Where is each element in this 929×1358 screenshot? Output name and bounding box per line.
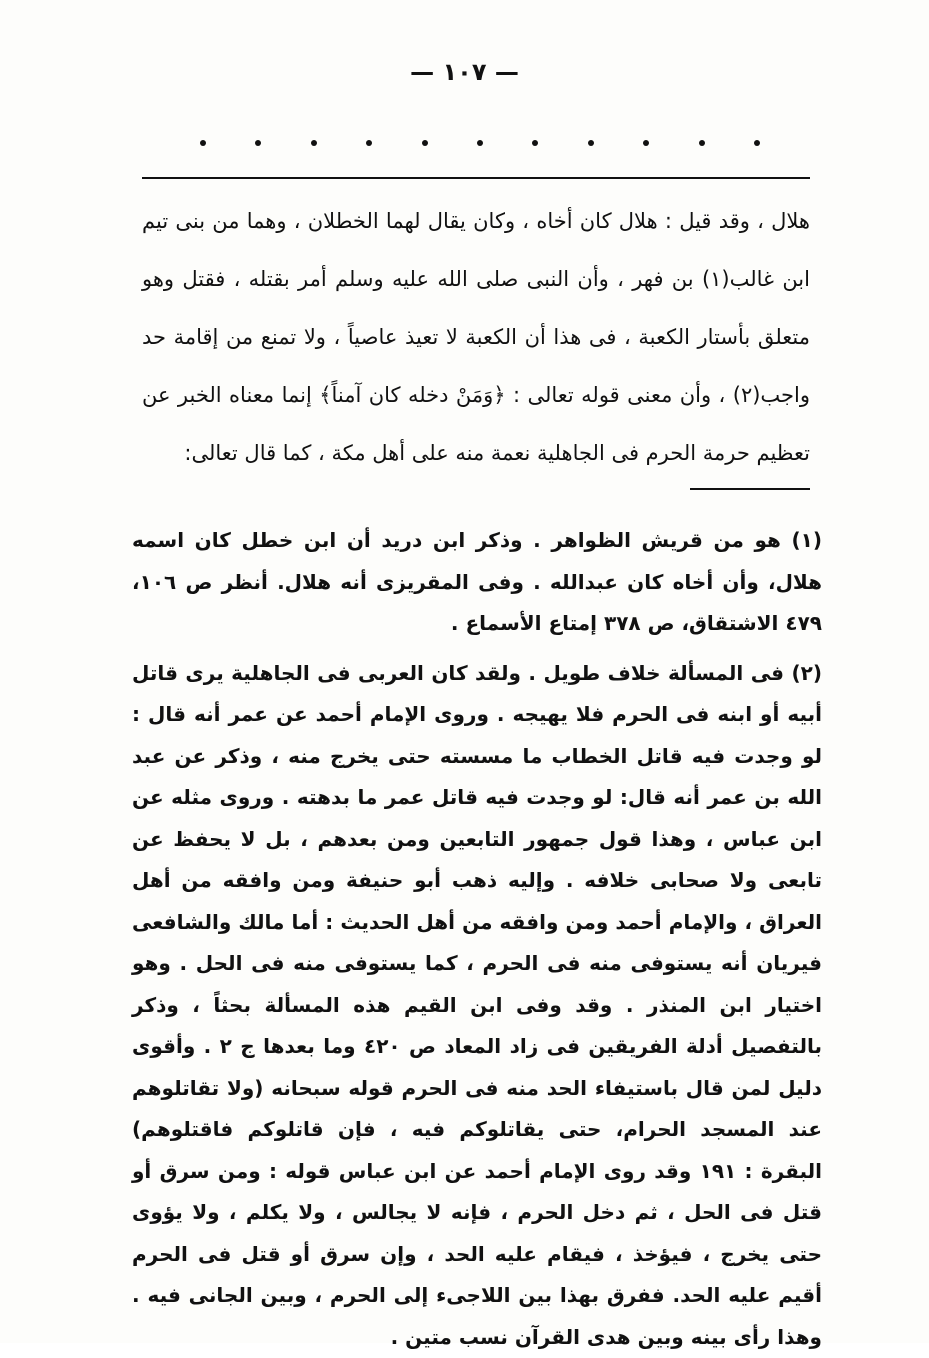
ornament-dot — [643, 140, 649, 146]
ornament-dot — [754, 140, 760, 146]
ornament-dot — [311, 140, 317, 146]
body-paragraph: هلال ، وقد قيل : هلال كان أخاه ، وكان يقال لهما الخطلان ، وهما من بنى تيم ابن غالب(١) بن فهر ، وأن النبى صلى الله عليه وسلم أمر بقتله ، فقتل وهو متعلق بأستار الكعبة ، فى هذا أن الكعبة لا تعيذ عاصياً ، ولا تمنع من إقامة حد واجب(٢) ، وأن معنى قوله تعالى : ﴿وَمَنْ دخله كان آمناً﴾ إنما معناه الخبر عن تعظيم حرمة الحرم فى الجاهلية نعمة منه على أهل مكة ، كما قال تعالى: — [142, 192, 810, 482]
footnotes-section — [132, 520, 822, 1358]
ornament-dot — [255, 140, 261, 146]
page-number: — ١٠٧ — — [0, 58, 929, 86]
ornament-dot — [200, 140, 206, 146]
header-rule — [142, 177, 810, 179]
ornament-dot — [366, 140, 372, 146]
ornament-dots-row — [200, 140, 760, 146]
ornament-dot — [588, 140, 594, 146]
footnote-1: (١) هو من قريش الظواهر . وذكر ابن دريد أن ابن خطل كان اسمه هلال، وأن أخاه كان عبدالله . وفى المقريزى أنه هلال. أنظر ص ١٠٦، ٤٧٩ الاشتقاق، ص ٣٧٨ إمتاع الأسماع . — [132, 520, 822, 645]
ornament-dot — [532, 140, 538, 146]
footnote-separator-rule — [690, 488, 810, 490]
ornament-dot — [477, 140, 483, 146]
ornament-dot — [422, 140, 428, 146]
body-text — [142, 192, 810, 482]
ornament-dot — [699, 140, 705, 146]
footnote-2: (٢) فى المسألة خلاف طويل . ولقد كان العربى فى الجاهلية يرى قاتل أبيه أو ابنه فى الحرم فلا يهيجه . وروى الإمام أحمد عن عمر أنه قال : لو وجدت فيه قاتل الخطاب ما مسسته حتى يخرج منه ، وذكر عن عبد الله بن عمر أنه قال: لو وجدت فيه قاتل عمر ما بدهته . وروى مثله عن ابن عباس ، وهذا قول جمهور التابعين ومن بعدهم ، بل لا يحفظ عن تابعى ولا صحابى خلافه . وإليه ذهب أبو حنيفة ومن وافقه من أهل العراق ، والإمام أحمد ومن وافقه من أهل الحديث : أما مالك والشافعى فيريان أنه يستوفى منه فى الحرم ، كما يستوفى منه فى الحل . وهو اختيار ابن المنذر . وقد وفى ابن القيم هذه المسألة بحثاً ، وذكر بالتفصيل أدلة الفريقين فى زاد المعاد ص ٤٢٠ وما بعدها ج ٢ . وأقوى دليل لمن قال باستيفاء الحد منه فى الحرم قوله سبحانه (ولا تقاتلوهم عند المسجد الحرام، حتى يقاتلوكم فيه ، فإن قاتلوكم فاقتلوهم) البقرة : ١٩١ وقد روى الإمام أحمد عن ابن عباس قوله : ومن سرق أو قتل فى الحل ، ثم دخل الحرم ، فإنه لا يجالس ، ولا يكلم ، ولا يؤوى حتى يخرج ، فيؤخذ ، فيقام عليه الحد ، وإن سرق أو قتل فى الحرم أقيم عليه الحد. ففرق بهذا بين اللاجىء إلى الحرم ، وبين الجانى فيه . وهذا رأى بينه وبين هدى القرآن نسب متين . — [132, 653, 822, 1358]
